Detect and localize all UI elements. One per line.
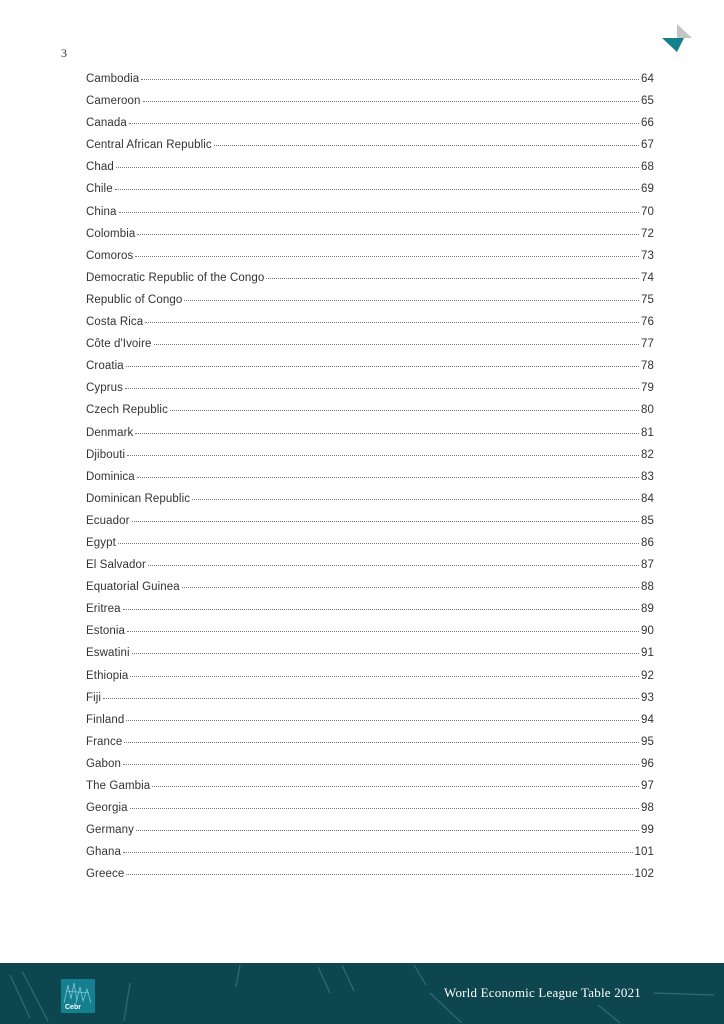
toc-entry[interactable] xyxy=(86,647,654,669)
toc-entry-label: Cyprus xyxy=(86,382,124,395)
toc-entry[interactable] xyxy=(86,692,654,714)
toc-entry-label: Djibouti xyxy=(86,448,126,461)
toc-dot-leader xyxy=(145,322,639,323)
toc-entry-label: Egypt xyxy=(86,536,116,549)
toc-entry-label: Eritrea xyxy=(86,603,121,616)
toc-dot-leader xyxy=(124,742,639,743)
toc-entry-label: Central African Republic xyxy=(86,139,212,152)
toc-entry-page: 87 xyxy=(641,559,654,572)
toc-entry-label: Ecuador xyxy=(86,514,130,527)
toc-entry[interactable] xyxy=(86,382,654,404)
toc-entry-page: 65 xyxy=(641,95,654,108)
toc-entry-page: 74 xyxy=(641,271,654,284)
toc-entry[interactable] xyxy=(86,427,654,449)
toc-entry[interactable] xyxy=(86,537,654,559)
toc-entry-label: Denmark xyxy=(86,426,134,439)
toc-dot-leader xyxy=(141,79,639,80)
toc-dot-leader xyxy=(214,145,639,146)
toc-entry-page: 101 xyxy=(634,846,654,859)
logo-emblem-icon xyxy=(61,979,95,1005)
toc-dot-leader xyxy=(123,609,639,610)
toc-dot-leader xyxy=(115,189,639,190)
toc-entry-page: 97 xyxy=(641,780,654,792)
toc-entry-page: 72 xyxy=(641,227,654,240)
toc-entry-label: Colombia xyxy=(86,227,136,240)
toc-dot-leader xyxy=(137,234,639,235)
toc-dot-leader xyxy=(126,366,639,367)
toc-entry-label: China xyxy=(86,205,117,218)
toc-entry[interactable] xyxy=(86,404,654,426)
toc-dot-leader xyxy=(119,212,639,213)
toc-dot-leader xyxy=(127,631,639,632)
toc-entry-page: 81 xyxy=(641,426,654,439)
toc-entry[interactable] xyxy=(86,183,654,205)
toc-entry-label: The Gambia xyxy=(86,780,151,792)
toc-dot-leader xyxy=(129,123,639,124)
toc-entry[interactable] xyxy=(86,758,654,780)
toc-entry[interactable] xyxy=(86,471,654,493)
toc-entry-page: 85 xyxy=(641,514,654,527)
toc-entry-page: 91 xyxy=(641,647,654,660)
toc-entry-page: 92 xyxy=(641,669,654,682)
toc-entry-page: 94 xyxy=(641,713,654,726)
toc-entry-page: 86 xyxy=(641,536,654,549)
table-of-contents xyxy=(86,73,654,890)
toc-dot-leader xyxy=(132,653,639,654)
toc-entry-label: Eswatini xyxy=(86,647,130,660)
toc-entry-label: Croatia xyxy=(86,360,124,373)
toc-dot-leader xyxy=(184,300,639,301)
toc-entry-page: 80 xyxy=(641,404,654,417)
toc-entry-label: Equatorial Guinea xyxy=(86,581,180,594)
footer-banner xyxy=(0,963,724,1024)
toc-entry[interactable] xyxy=(86,294,654,316)
toc-entry-label: Dominica xyxy=(86,470,135,483)
toc-entry-page: 90 xyxy=(641,625,654,638)
toc-dot-leader xyxy=(266,278,639,279)
toc-entry-page: 88 xyxy=(641,581,654,594)
toc-dot-leader xyxy=(126,874,632,875)
toc-entry-page: 75 xyxy=(641,293,654,306)
toc-entry-page: 95 xyxy=(641,735,654,748)
toc-entry-page: 73 xyxy=(641,249,654,262)
logo-text: Cebr xyxy=(65,1004,81,1011)
toc-entry-page: 68 xyxy=(641,161,654,174)
toc-entry[interactable] xyxy=(86,780,654,802)
toc-entry-label: Canada xyxy=(86,117,127,130)
toc-entry-label: Cameroon xyxy=(86,95,141,108)
toc-entry-page: 84 xyxy=(641,492,654,505)
toc-entry-label: Czech Republic xyxy=(86,404,168,417)
footer-title: World Economic League Table 2021 xyxy=(444,985,641,1000)
toc-dot-leader xyxy=(130,676,639,677)
corner-triangle-icon xyxy=(660,22,694,54)
toc-entry-label: Republic of Congo xyxy=(86,293,183,306)
toc-entry-page: 66 xyxy=(641,117,654,130)
toc-entry[interactable] xyxy=(86,161,654,183)
toc-entry[interactable] xyxy=(86,559,654,581)
toc-entry[interactable] xyxy=(86,272,654,294)
toc-entry[interactable] xyxy=(86,117,654,139)
toc-entry-page: 70 xyxy=(641,205,654,218)
toc-dot-leader xyxy=(135,433,639,434)
toc-dot-leader xyxy=(123,764,639,765)
toc-entry-page: 93 xyxy=(641,691,654,704)
toc-entry-label: Greece xyxy=(86,868,125,881)
toc-entry-page: 82 xyxy=(641,448,654,461)
toc-entry[interactable] xyxy=(86,228,654,250)
toc-dot-leader xyxy=(123,852,632,853)
toc-entry-label: Germany xyxy=(86,824,134,837)
toc-dot-leader xyxy=(136,830,639,831)
toc-dot-leader xyxy=(125,388,639,389)
toc-entry-label: Costa Rica xyxy=(86,316,144,329)
toc-entry-label: Chad xyxy=(86,161,114,174)
toc-entry[interactable] xyxy=(86,802,654,824)
toc-entry[interactable] xyxy=(86,515,654,537)
toc-dot-leader xyxy=(192,499,639,500)
toc-dot-leader xyxy=(152,786,639,787)
toc-dot-leader xyxy=(148,565,639,566)
toc-dot-leader xyxy=(132,521,639,522)
toc-entry-label: Cambodia xyxy=(86,73,140,85)
toc-dot-leader xyxy=(126,720,639,721)
page-number: 3 xyxy=(61,46,67,60)
toc-entry[interactable] xyxy=(86,73,654,95)
toc-entry-label: Chile xyxy=(86,183,113,196)
toc-entry[interactable] xyxy=(86,95,654,117)
cebr-logo xyxy=(61,979,95,1013)
toc-entry-label: Estonia xyxy=(86,625,126,638)
toc-entry-label: Ghana xyxy=(86,846,122,859)
toc-dot-leader xyxy=(130,808,639,809)
toc-entry-page: 76 xyxy=(641,316,654,329)
toc-entry[interactable] xyxy=(86,493,654,515)
toc-entry[interactable] xyxy=(86,736,654,758)
toc-entry-page: 79 xyxy=(641,382,654,395)
toc-entry[interactable] xyxy=(86,581,654,603)
toc-entry-page: 102 xyxy=(634,868,654,881)
toc-entry-page: 69 xyxy=(641,183,654,196)
toc-entry-label: Gabon xyxy=(86,757,122,770)
toc-entry-label: Democratic Republic of the Congo xyxy=(86,271,265,284)
toc-dot-leader xyxy=(103,698,639,699)
toc-entry[interactable] xyxy=(86,714,654,736)
toc-entry-label: Dominican Republic xyxy=(86,492,191,505)
toc-entry[interactable] xyxy=(86,846,654,868)
toc-entry-page: 83 xyxy=(641,470,654,483)
toc-entry-label: Comoros xyxy=(86,249,134,262)
toc-dot-leader xyxy=(182,587,639,588)
toc-entry[interactable] xyxy=(86,250,654,272)
toc-entry[interactable] xyxy=(86,316,654,338)
toc-entry-label: Fiji xyxy=(86,691,102,704)
toc-entry-label: Finland xyxy=(86,713,125,726)
toc-entry-label: Côte d'Ivoire xyxy=(86,338,152,351)
toc-entry[interactable] xyxy=(86,670,654,692)
toc-entry-label: El Salvador xyxy=(86,559,146,572)
toc-entry-label: Georgia xyxy=(86,802,128,815)
toc-entry-label: Ethiopia xyxy=(86,669,129,682)
toc-dot-leader xyxy=(118,543,639,544)
toc-entry-page: 78 xyxy=(641,360,654,373)
toc-entry[interactable] xyxy=(86,603,654,625)
toc-dot-leader xyxy=(116,167,639,168)
toc-entry[interactable] xyxy=(86,206,654,228)
toc-dot-leader xyxy=(154,344,640,345)
toc-entry-page: 77 xyxy=(641,338,654,351)
toc-entry[interactable] xyxy=(86,868,654,890)
toc-dot-leader xyxy=(135,256,639,257)
toc-entry-page: 89 xyxy=(641,603,654,616)
toc-entry-page: 67 xyxy=(641,139,654,152)
toc-entry-page: 99 xyxy=(641,824,654,837)
toc-dot-leader xyxy=(170,410,639,411)
toc-dot-leader xyxy=(127,455,639,456)
toc-entry[interactable] xyxy=(86,625,654,647)
toc-dot-leader xyxy=(137,477,639,478)
toc-entry[interactable] xyxy=(86,338,654,360)
toc-entry[interactable] xyxy=(86,824,654,846)
toc-entry[interactable] xyxy=(86,139,654,161)
toc-entry[interactable] xyxy=(86,449,654,471)
toc-entry-page: 98 xyxy=(641,802,654,815)
toc-entry-page: 64 xyxy=(641,73,654,85)
toc-entry[interactable] xyxy=(86,360,654,382)
toc-entry-page: 96 xyxy=(641,757,654,770)
toc-entry-label: France xyxy=(86,735,123,748)
toc-dot-leader xyxy=(143,101,640,102)
